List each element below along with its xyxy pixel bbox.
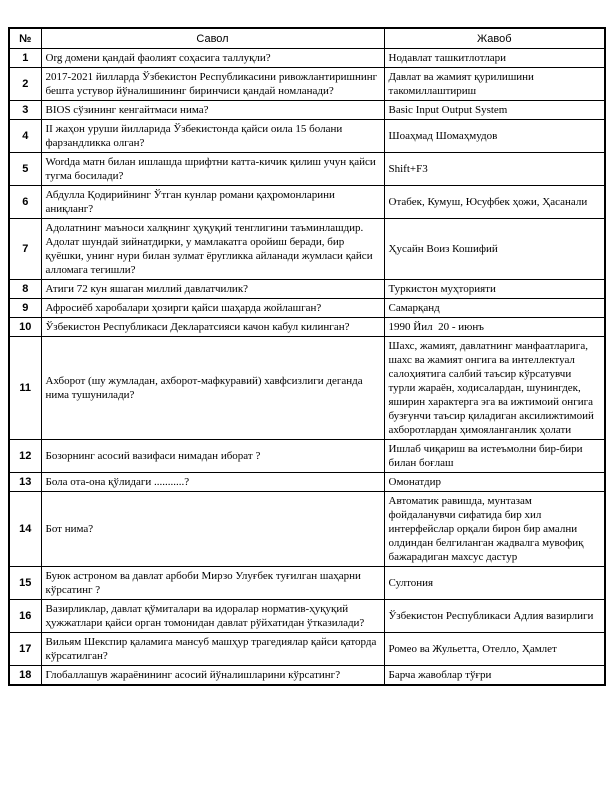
question-cell: Бот нима? <box>41 492 384 567</box>
table-row <box>9 280 605 299</box>
table-body <box>9 49 605 686</box>
row-number: 8 <box>9 280 41 299</box>
answer-cell: Нодавлат ташкитлотлари <box>384 49 605 68</box>
answer-cell: Basic Input Output System <box>384 101 605 120</box>
question-cell: II жаҳон уруши йилларида Ўзбекистонда қайси оила 15 болани фарзандликка олган? <box>41 120 384 153</box>
column-header-question: Савол <box>41 28 384 49</box>
question-cell: Атиги 72 кун яшаган миллий давлатчилик? <box>41 280 384 299</box>
table-row <box>9 49 605 68</box>
answer-cell: Султония <box>384 567 605 600</box>
table-row <box>9 567 605 600</box>
row-number: 10 <box>9 318 41 337</box>
table-row <box>9 120 605 153</box>
answer-cell: Омонатдир <box>384 473 605 492</box>
row-number: 9 <box>9 299 41 318</box>
answer-cell: Ишлаб чиқариш ва истеъмолни бир-бири билан боғлаш <box>384 440 605 473</box>
table-row <box>9 337 605 440</box>
question-cell: Абдулла Қодирийнинг Ўтган кунлар романи қаҳромонларини аниқланг? <box>41 186 384 219</box>
table-row <box>9 633 605 666</box>
answer-cell: Ромео ва Жульетта, Отелло, Ҳамлет <box>384 633 605 666</box>
table-row <box>9 440 605 473</box>
row-number: 7 <box>9 219 41 280</box>
question-cell: Бола ота-она қўлидаги ...........? <box>41 473 384 492</box>
answer-cell: Шахс, жамият, давлатнинг манфаатларига, шахс ва жамият онгига ва интеллектуал салоҳиятига салбий таъсир кўрсатувчи турли жараён, ходисалардан, шунингдек, яширин характерга эга ва ижтимоий онгига бузғунчи таъсир қиладиган аксилижтимоий ахборотлардан ҳимояланганлик ҳолати <box>384 337 605 440</box>
row-number: 13 <box>9 473 41 492</box>
table-row <box>9 68 605 101</box>
question-cell: Вазирликлар, давлат қўмиталари ва идоралар норматив-ҳуқуқий ҳужжатлари қайси орган томонидан давлат рўйхатидан ўтказилади? <box>41 600 384 633</box>
row-number: 12 <box>9 440 41 473</box>
row-number: 15 <box>9 567 41 600</box>
table-row <box>9 492 605 567</box>
column-header-answer: Жавоб <box>384 28 605 49</box>
answer-cell: 1990 Йил 20 - июнъ <box>384 318 605 337</box>
table-row <box>9 299 605 318</box>
document-page <box>8 27 604 686</box>
answer-cell: Самарқанд <box>384 299 605 318</box>
question-cell: Глобаллашув жараёнининг асосий йўналишларини кўрсатинг? <box>41 666 384 686</box>
table-row <box>9 666 605 686</box>
table-row <box>9 318 605 337</box>
row-number: 17 <box>9 633 41 666</box>
quiz-table <box>8 27 606 686</box>
question-cell: Афросиёб харобалари ҳозирги қайси шаҳарда жойлашган? <box>41 299 384 318</box>
table-row <box>9 101 605 120</box>
table-row <box>9 153 605 186</box>
question-cell: Адолатнинг маъноси халқнинг ҳуқуқий тенглигини таъминлашдир. Адолат шундай зийнатдирки, у мамлакатга оройиш беради, бир қуёшки, унинг нури билан зулмат ёругликка айланади жумласи қайси алломага тегишли? <box>41 219 384 280</box>
row-number: 6 <box>9 186 41 219</box>
table-row <box>9 600 605 633</box>
answer-cell: Отабек, Кумуш, Юсуфбек ҳожи, Ҳасанали <box>384 186 605 219</box>
question-cell: Вильям Шекспир қаламига мансуб машҳур трагедиялар қайси қаторда кўрсатилган? <box>41 633 384 666</box>
question-cell: Ўзбекистон Республикаси Декларатсияси качон кабул килинган? <box>41 318 384 337</box>
answer-cell: Туркистон муҳторияти <box>384 280 605 299</box>
row-number: 2 <box>9 68 41 101</box>
row-number: 14 <box>9 492 41 567</box>
answer-cell: Shift+F3 <box>384 153 605 186</box>
table-row <box>9 186 605 219</box>
question-cell: Буюк астроном ва давлат арбоби Мирзо Улуғбек туғилган шаҳарни кўрсатинг ? <box>41 567 384 600</box>
row-number: 11 <box>9 337 41 440</box>
column-header-number: № <box>9 28 41 49</box>
question-cell: Ахборот (шу жумладан, ахборот-мафкуравий) хавфсизлиги деганда нима тушунилади? <box>41 337 384 440</box>
row-number: 4 <box>9 120 41 153</box>
row-number: 5 <box>9 153 41 186</box>
question-cell: BIOS сўзининг кенгайтмаси нима? <box>41 101 384 120</box>
question-cell: Wordда матн билан ишлашда шрифтни катта-кичик қилиш учун қайси тугма босилади? <box>41 153 384 186</box>
header-row <box>9 28 605 49</box>
answer-cell: Шоаҳмад Шомаҳмудов <box>384 120 605 153</box>
table-row <box>9 219 605 280</box>
row-number: 18 <box>9 666 41 686</box>
answer-cell: Ўзбекистон Республикаси Адлия вазирлиги <box>384 600 605 633</box>
row-number: 3 <box>9 101 41 120</box>
question-cell: Org домени қандай фаолият соҳасига таллуқли? <box>41 49 384 68</box>
answer-cell: Барча жавоблар тўғри <box>384 666 605 686</box>
answer-cell: Давлат ва жамият қурилишини такомиллаштириш <box>384 68 605 101</box>
answer-cell: Ҳусайн Воиз Кошифий <box>384 219 605 280</box>
table-row <box>9 473 605 492</box>
row-number: 16 <box>9 600 41 633</box>
question-cell: Бозорнинг асосий вазифаси нимадан иборат ? <box>41 440 384 473</box>
question-cell: 2017-2021 йилларда Ўзбекистон Республикасини ривожлантиришнинг бешта устувор йўналишининг биринчиси қандай номланади? <box>41 68 384 101</box>
row-number: 1 <box>9 49 41 68</box>
answer-cell: Автоматик равишда, мунтазам фойдаланувчи сифатида бир хил интерфейслар орқали бирон бир амални олдиндан белгиланган жадвалга мувофиқ бажарадиган махсус дастур <box>384 492 605 567</box>
